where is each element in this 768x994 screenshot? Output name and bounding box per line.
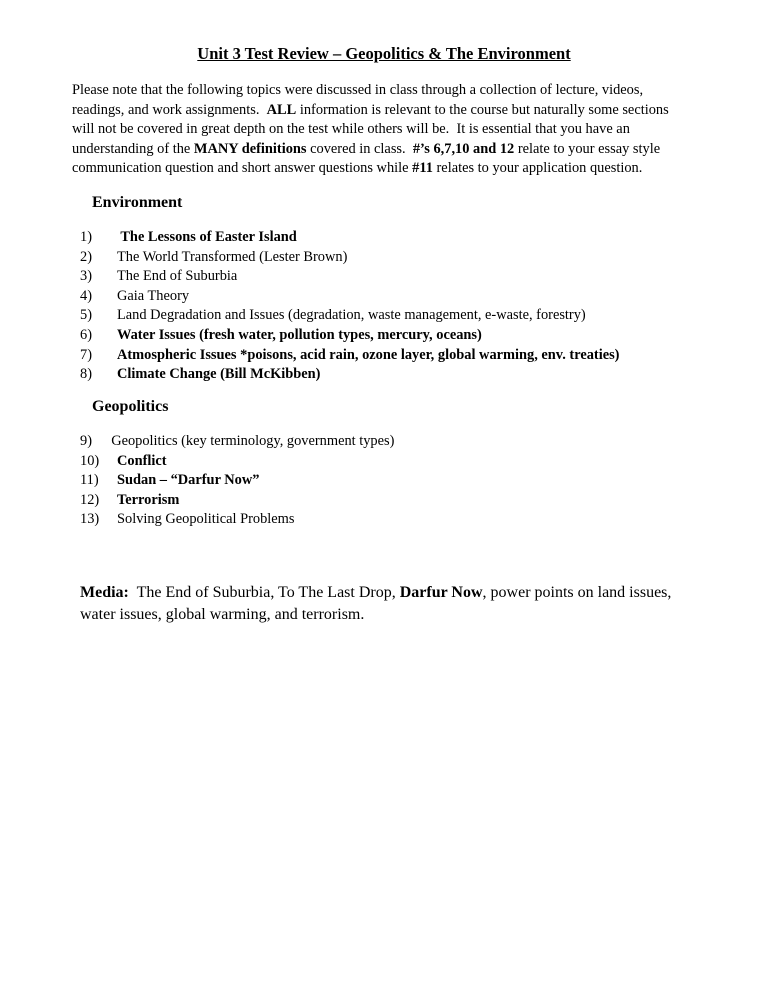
item-number: 9) xyxy=(80,433,92,449)
list-item xyxy=(80,248,619,268)
intro-line xyxy=(72,140,712,160)
list-item xyxy=(80,471,394,491)
list-item xyxy=(80,491,394,511)
item-number: 12) xyxy=(80,491,100,508)
intro-paragraph xyxy=(72,81,712,179)
item-number: 13) xyxy=(80,511,100,528)
item-number: 6) xyxy=(80,326,92,343)
media-emphasis: Darfur Now xyxy=(399,584,483,601)
intro-line xyxy=(72,120,712,140)
item-text: Solving Geopolitical Problems xyxy=(117,511,295,528)
item-text: Terrorism xyxy=(117,491,180,508)
list-item xyxy=(80,326,619,346)
item-text: Conflict xyxy=(117,452,167,469)
media-paragraph xyxy=(80,582,720,626)
item-text: The World Transformed (Lester Brown) xyxy=(117,248,348,265)
intro-text: communication question and short answer questions while xyxy=(72,160,413,177)
item-number: 11) xyxy=(80,472,99,489)
intro-text: covered in class. xyxy=(306,140,413,157)
list-item xyxy=(80,452,394,472)
media-label: Media: xyxy=(80,584,129,601)
item-number: 2) xyxy=(80,248,92,265)
item-text: Geopolitics (key terminology, government types) xyxy=(104,433,395,449)
list-item xyxy=(80,346,619,366)
item-text: The Lessons of Easter Island xyxy=(117,229,297,245)
item-text: Atmospheric Issues *poisons, acid rain, ozone layer, global warming, env. treaties) xyxy=(117,346,620,363)
item-text: Gaia Theory xyxy=(117,287,190,304)
intro-text: relate to your essay style xyxy=(514,140,661,157)
list-item xyxy=(80,432,394,452)
list-item xyxy=(80,365,619,385)
intro-line xyxy=(72,81,712,101)
list-item xyxy=(80,267,619,287)
item-number: 3) xyxy=(80,268,92,285)
intro-text: understanding of the xyxy=(72,140,194,157)
list-item xyxy=(80,510,394,530)
environment-list xyxy=(80,228,619,385)
list-item xyxy=(80,287,619,307)
media-line xyxy=(80,582,720,604)
environment-heading: Environment xyxy=(92,194,183,211)
intro-emphasis: #11 xyxy=(412,160,433,177)
item-text: The End of Suburbia xyxy=(117,268,238,285)
intro-emphasis: MANY definitions xyxy=(193,140,307,157)
item-number: 5) xyxy=(80,307,92,324)
item-text: Land Degradation and Issues (degradation, waste management, e-waste, forestry) xyxy=(117,307,586,324)
item-text: Water Issues (fresh water, pollution types, mercury, oceans) xyxy=(117,326,482,343)
item-number: 10) xyxy=(80,452,100,469)
item-number: 7) xyxy=(80,346,92,363)
list-item xyxy=(80,306,619,326)
intro-line xyxy=(72,159,712,179)
media-text: water issues, global warming, and terrorism. xyxy=(80,606,365,623)
geopolitics-heading: Geopolitics xyxy=(92,398,169,415)
intro-text: information is relevant to the course but naturally some sections xyxy=(296,101,669,118)
item-number: 4) xyxy=(80,287,92,304)
intro-emphasis: ALL xyxy=(266,101,297,118)
media-text: The End of Suburbia, To The Last Drop, xyxy=(128,584,400,601)
item-number: 1) xyxy=(80,229,92,245)
intro-text: Please note that the following topics were discussed in class through a collection of lecture, videos, xyxy=(72,82,644,98)
list-item xyxy=(80,228,619,248)
item-number: 8) xyxy=(80,366,92,383)
intro-emphasis: #’s 6,7,10 and 12 xyxy=(412,140,515,157)
intro-text: relates to your application question. xyxy=(432,160,643,177)
item-text: Climate Change (Bill McKibben) xyxy=(117,366,321,383)
document-title: Unit 3 Test Review – Geopolitics & The Environment xyxy=(197,44,571,63)
item-text: Sudan – “Darfur Now” xyxy=(117,472,260,489)
intro-text: readings, and work assignments. xyxy=(72,101,267,118)
geopolitics-list xyxy=(80,432,394,530)
media-text: , power points on land issues, xyxy=(482,584,672,601)
media-line xyxy=(80,604,720,626)
intro-text: will not be covered in great depth on the test while others will be. It is essential that you have an xyxy=(72,121,630,138)
intro-line xyxy=(72,101,712,121)
